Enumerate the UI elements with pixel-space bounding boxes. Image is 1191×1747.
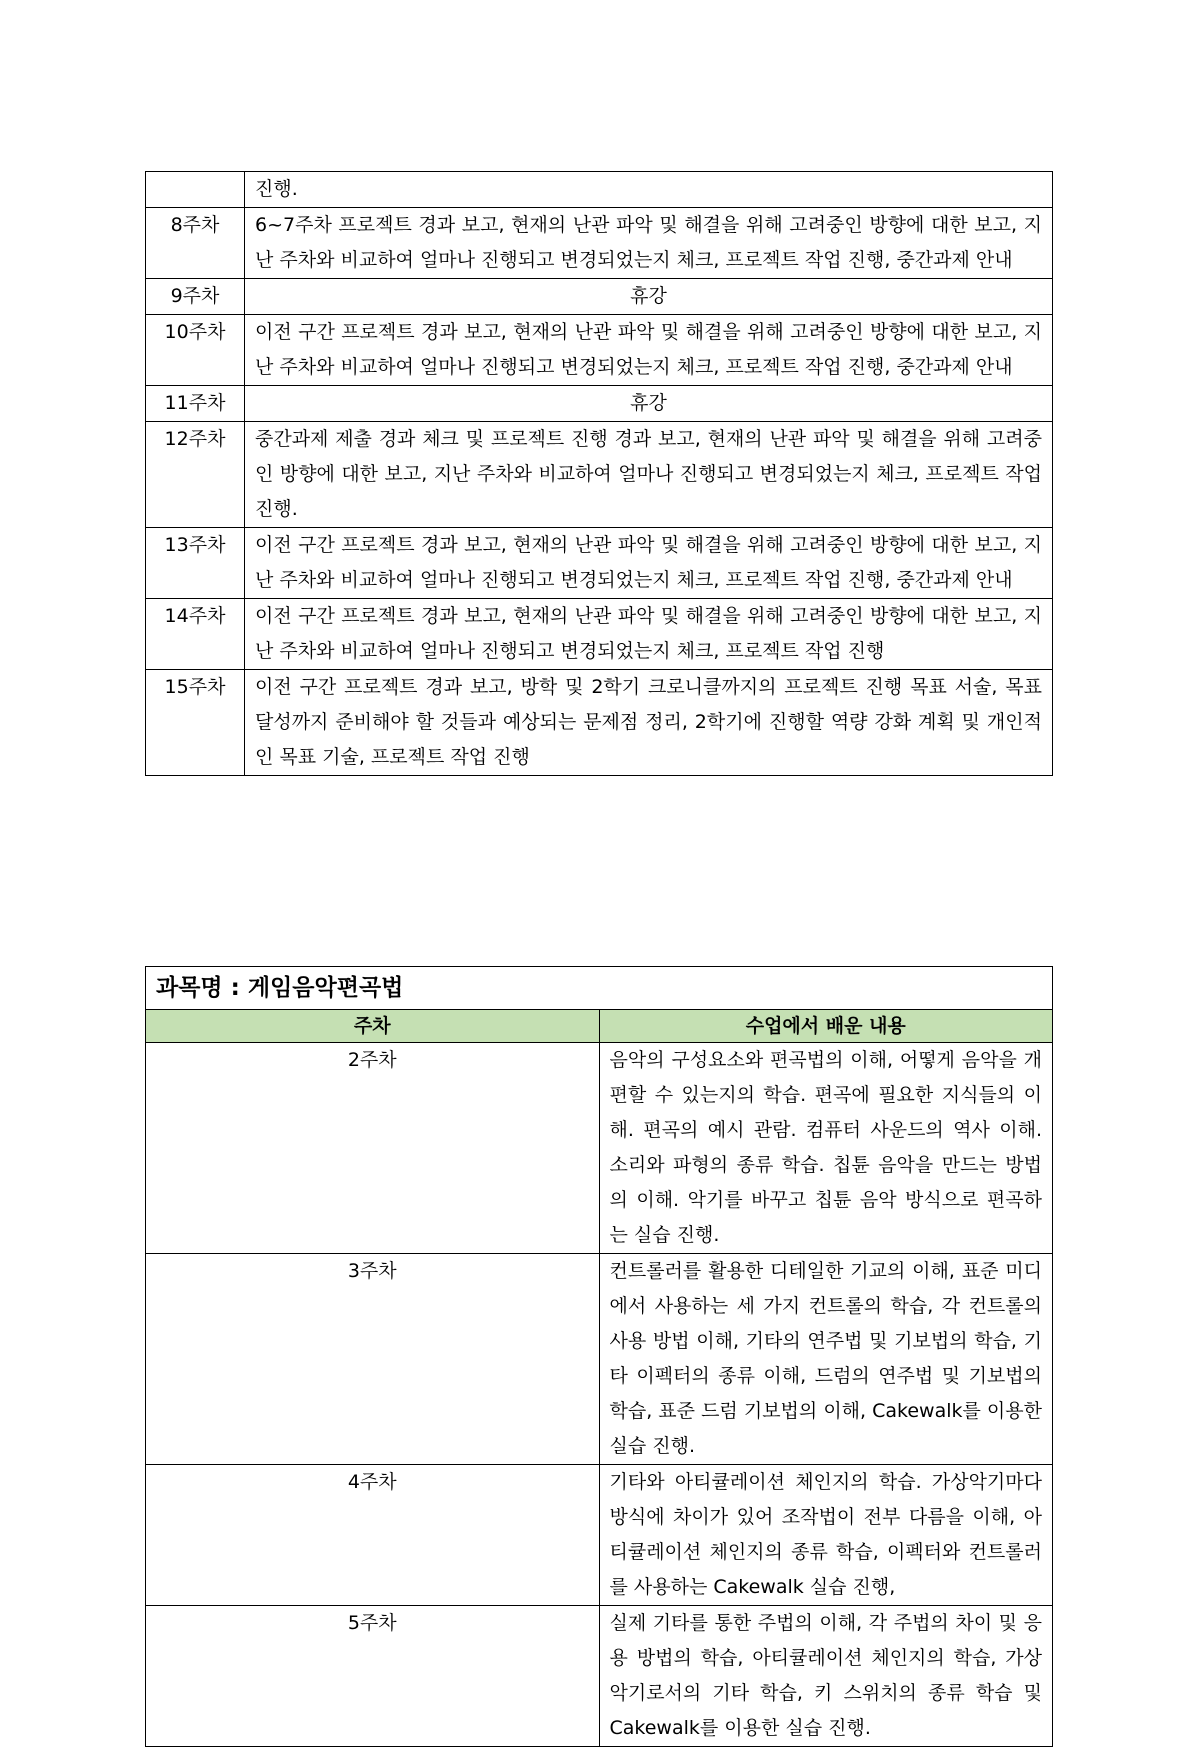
- table-row: [146, 1606, 1053, 1747]
- table-row: [146, 1465, 1053, 1606]
- content-cell: 이전 구간 프로젝트 경과 보고, 현재의 난관 파악 및 해결을 위해 고려중인 방향에 대한 보고, 지난 주차와 비교하여 얼마나 진행되고 변경되었는지 체크, 프로젝트 작업 진행: [245, 599, 1053, 670]
- content-cell: 이전 구간 프로젝트 경과 보고, 현재의 난관 파악 및 해결을 위해 고려중인 방향에 대한 보고, 지난 주차와 비교하여 얼마나 진행되고 변경되었는지 체크, 프로젝트 작업 진행, 중간과제 안내: [245, 315, 1053, 386]
- content-cell: 기타와 아티큘레이션 체인지의 학습. 가상악기마다 방식에 차이가 있어 조작법이 전부 다름을 이해, 아티큘레이션 체인지의 종류 학습, 이펙터와 컨트롤러를 사용하는 Cakewalk 실습 진행,: [599, 1465, 1053, 1606]
- week-cell: 11주차: [146, 386, 245, 422]
- table-row: [146, 1254, 1053, 1465]
- content-cell: 이전 구간 프로젝트 경과 보고, 방학 및 2학기 크로니클까지의 프로젝트 진행 목표 서술, 목표 달성까지 준비해야 할 것들과 예상되는 문제점 정리, 2학기에 진행할 역량 강화 계획 및 개인적인 목표 기술, 프로젝트 작업 진행: [245, 670, 1053, 776]
- table-row: [146, 599, 1053, 670]
- table-row: [146, 208, 1053, 279]
- week-cell: 12주차: [146, 422, 245, 528]
- content-cell: 휴강: [245, 279, 1053, 315]
- table-row: [146, 422, 1053, 528]
- week-cell: 10주차: [146, 315, 245, 386]
- content-cell: 실제 기타를 통한 주법의 이해, 각 주법의 차이 및 응용 방법의 학습, 아티큘레이션 체인지의 학습, 가상악기로서의 기타 학습, 키 스위치의 종류 학습 및 Cakewalk를 이용한 실습 진행.: [599, 1606, 1053, 1747]
- table-row: [146, 528, 1053, 599]
- week-cell: 5주차: [146, 1606, 600, 1747]
- table-row: [146, 670, 1053, 776]
- content-cell: 중간과제 제출 경과 체크 및 프로젝트 진행 경과 보고, 현재의 난관 파악 및 해결을 위해 고려중인 방향에 대한 보고, 지난 주차와 비교하여 얼마나 진행되고 변경되었는지 체크, 프로젝트 작업 진행.: [245, 422, 1053, 528]
- game-music-arrangement-table: [145, 966, 1053, 1747]
- week-cell: 2주차: [146, 1043, 600, 1254]
- week-cell: 15주차: [146, 670, 245, 776]
- content-cell: 6~7주차 프로젝트 경과 보고, 현재의 난관 파악 및 해결을 위해 고려중인 방향에 대한 보고, 지난 주차와 비교하여 얼마나 진행되고 변경되었는지 체크, 프로젝트 작업 진행, 중간과제 안내: [245, 208, 1053, 279]
- week-cell: 3주차: [146, 1254, 600, 1465]
- week-cell: [146, 172, 245, 208]
- weekly-plan-table-continued: [145, 171, 1053, 776]
- content-cell: 컨트롤러를 활용한 디테일한 기교의 이해, 표준 미디에서 사용하는 세 가지 컨트롤의 학습, 각 컨트롤의 사용 방법 이해, 기타의 연주법 및 기보법의 학습, 기타 이펙터의 종류 이해, 드럼의 연주법 및 기보법의 학습, 표준 드럼 기보법의 이해, Cakewalk를 이용한 실습 진행.: [599, 1254, 1053, 1465]
- content-cell: 음악의 구성요소와 편곡법의 이해, 어떻게 음악을 개편할 수 있는지의 학습. 편곡에 필요한 지식들의 이해. 편곡의 예시 관람. 컴퓨터 사운드의 역사 이해. 소리와 파형의 종류 학습. 칩튠 음악을 만드는 방법의 이해. 악기를 바꾸고 칩튠 음악 방식으로 편곡하는 실습 진행.: [599, 1043, 1053, 1254]
- table-title-row: [146, 967, 1053, 1010]
- content-cell: 이전 구간 프로젝트 경과 보고, 현재의 난관 파악 및 해결을 위해 고려중인 방향에 대한 보고, 지난 주차와 비교하여 얼마나 진행되고 변경되었는지 체크, 프로젝트 작업 진행, 중간과제 안내: [245, 528, 1053, 599]
- course-title: 과목명 : 게임음악편곡법: [146, 967, 1053, 1010]
- table-row: [146, 172, 1053, 208]
- table-header-row: [146, 1010, 1053, 1043]
- table-row: [146, 315, 1053, 386]
- week-cell: 8주차: [146, 208, 245, 279]
- week-cell: 4주차: [146, 1465, 600, 1606]
- content-cell: 휴강: [245, 386, 1053, 422]
- week-cell: 14주차: [146, 599, 245, 670]
- content-cell: 진행.: [245, 172, 1053, 208]
- table-row: [146, 279, 1053, 315]
- week-cell: 9주차: [146, 279, 245, 315]
- table-row: [146, 1043, 1053, 1254]
- week-cell: 13주차: [146, 528, 245, 599]
- header-content: 수업에서 배운 내용: [599, 1010, 1053, 1043]
- table-row: [146, 386, 1053, 422]
- header-week: 주차: [146, 1010, 600, 1043]
